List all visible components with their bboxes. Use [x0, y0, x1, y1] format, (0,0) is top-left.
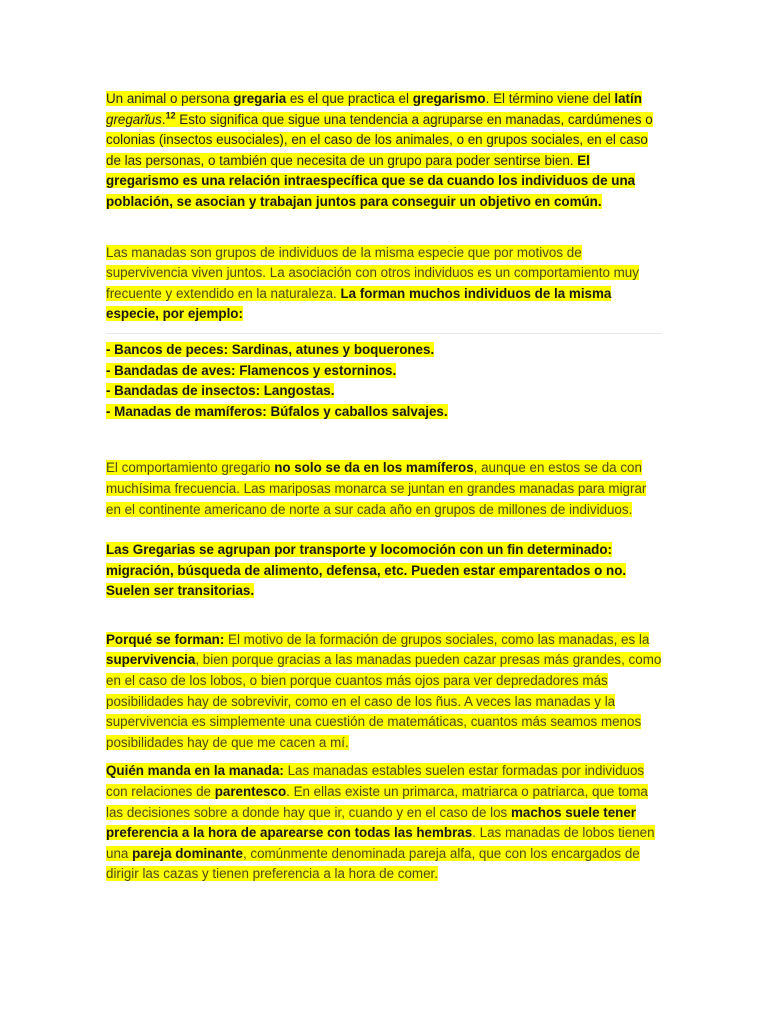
list-item: - Bandadas de aves: Flamencos y estorninos. — [106, 362, 397, 378]
list-item: - Manadas de mamíferos: Búfalos y caballos salvajes. — [106, 403, 448, 419]
list-item: - Bandadas de insectos: Langostas. — [106, 383, 335, 399]
divider — [106, 333, 662, 334]
examples-list — [106, 340, 662, 422]
para6-text: Quién manda en la manada: Las manadas estables suelen estar formadas por individuos con relaciones de parentesco. En ellas existe un primarca, matriarca o patriarca, que toma las decisiones sobre a donde hay que ir, cuando y en el caso de los machos suele tener preferencia a la hora de aparearse con todas las hembras. Las manadas de lobos tienen una pareja dominante, comúnmente denominada pareja alfa, que con los encargados de dirigir las cazas y tienen preferencia a la hora de comer. — [106, 763, 655, 882]
para5-text: Porqué se forman: El motivo de la formación de grupos sociales, como las manadas, es la supervivencia, bien porque gracias a las manadas pueden cazar presas más grandes, como en el caso de los lobos, o bien porque cuantos más ojos para ver depredadores más posibilidades hay de sobrevivir, como en el caso de los ñus. A veces las manadas y la supervivencia es simplemente una cuestión de matemáticas, cuantos más seamos menos posibilidades hay de que me cacen a mí. — [106, 631, 662, 750]
paragraph-gregarismo — [106, 89, 662, 213]
document-page — [106, 89, 662, 885]
paragraph-comportamiento — [106, 458, 662, 520]
paragraph-gregarias: Las Gregarias se agrupan por transporte y locomoción con un fin determinado: migración, búsqueda de alimento, defensa, etc. Pueden estar emparentados o no. Suelen ser transitorias. — [106, 542, 627, 599]
paragraph-manadas: Las manadas son grupos de individuos de la misma especie que por motivos de supervivencia viven juntos. La asociación con otros individuos es un comportamiento muy frecuente y extendido en la naturaleza. La forman muchos individuos de la misma especie, por ejemplo: — [106, 244, 639, 322]
footnote-ref[interactable]: 12 — [165, 110, 176, 121]
paragraph-porque-se-forman — [106, 630, 662, 754]
para1-text: Un animal o persona gregaria es el que practica el gregarismo. El término viene del latín gregarĭus.$^{12}$ Esto significa que sigue una tendencia a agruparse en manadas, cardúmenes o colonias (insectos eusociales), en el caso de los animales, o en grupos sociales, en el caso de las personas, o también que necesita de un grupo para poder sentirse bien. El gregarismo es una relación intraespecífica que se da cuando los individuos de una población, se asocian y trabajan juntos para conseguir un objetivo en común. — [106, 91, 653, 209]
latin-link[interactable]: latín — [614, 91, 642, 106]
list-item: - Bancos de peces: Sardinas, atunes y boquerones. — [106, 341, 435, 357]
para3-text: El comportamiento gregario no solo se da en los mamíferos, aunque en estos se da con muchísima frecuencia. Las mariposas monarca se juntan en grandes manadas para migrar en el continente americano de norte a sur cada año en grupos de millones de individuos. — [106, 460, 647, 517]
paragraph-quien-manda — [106, 761, 662, 885]
